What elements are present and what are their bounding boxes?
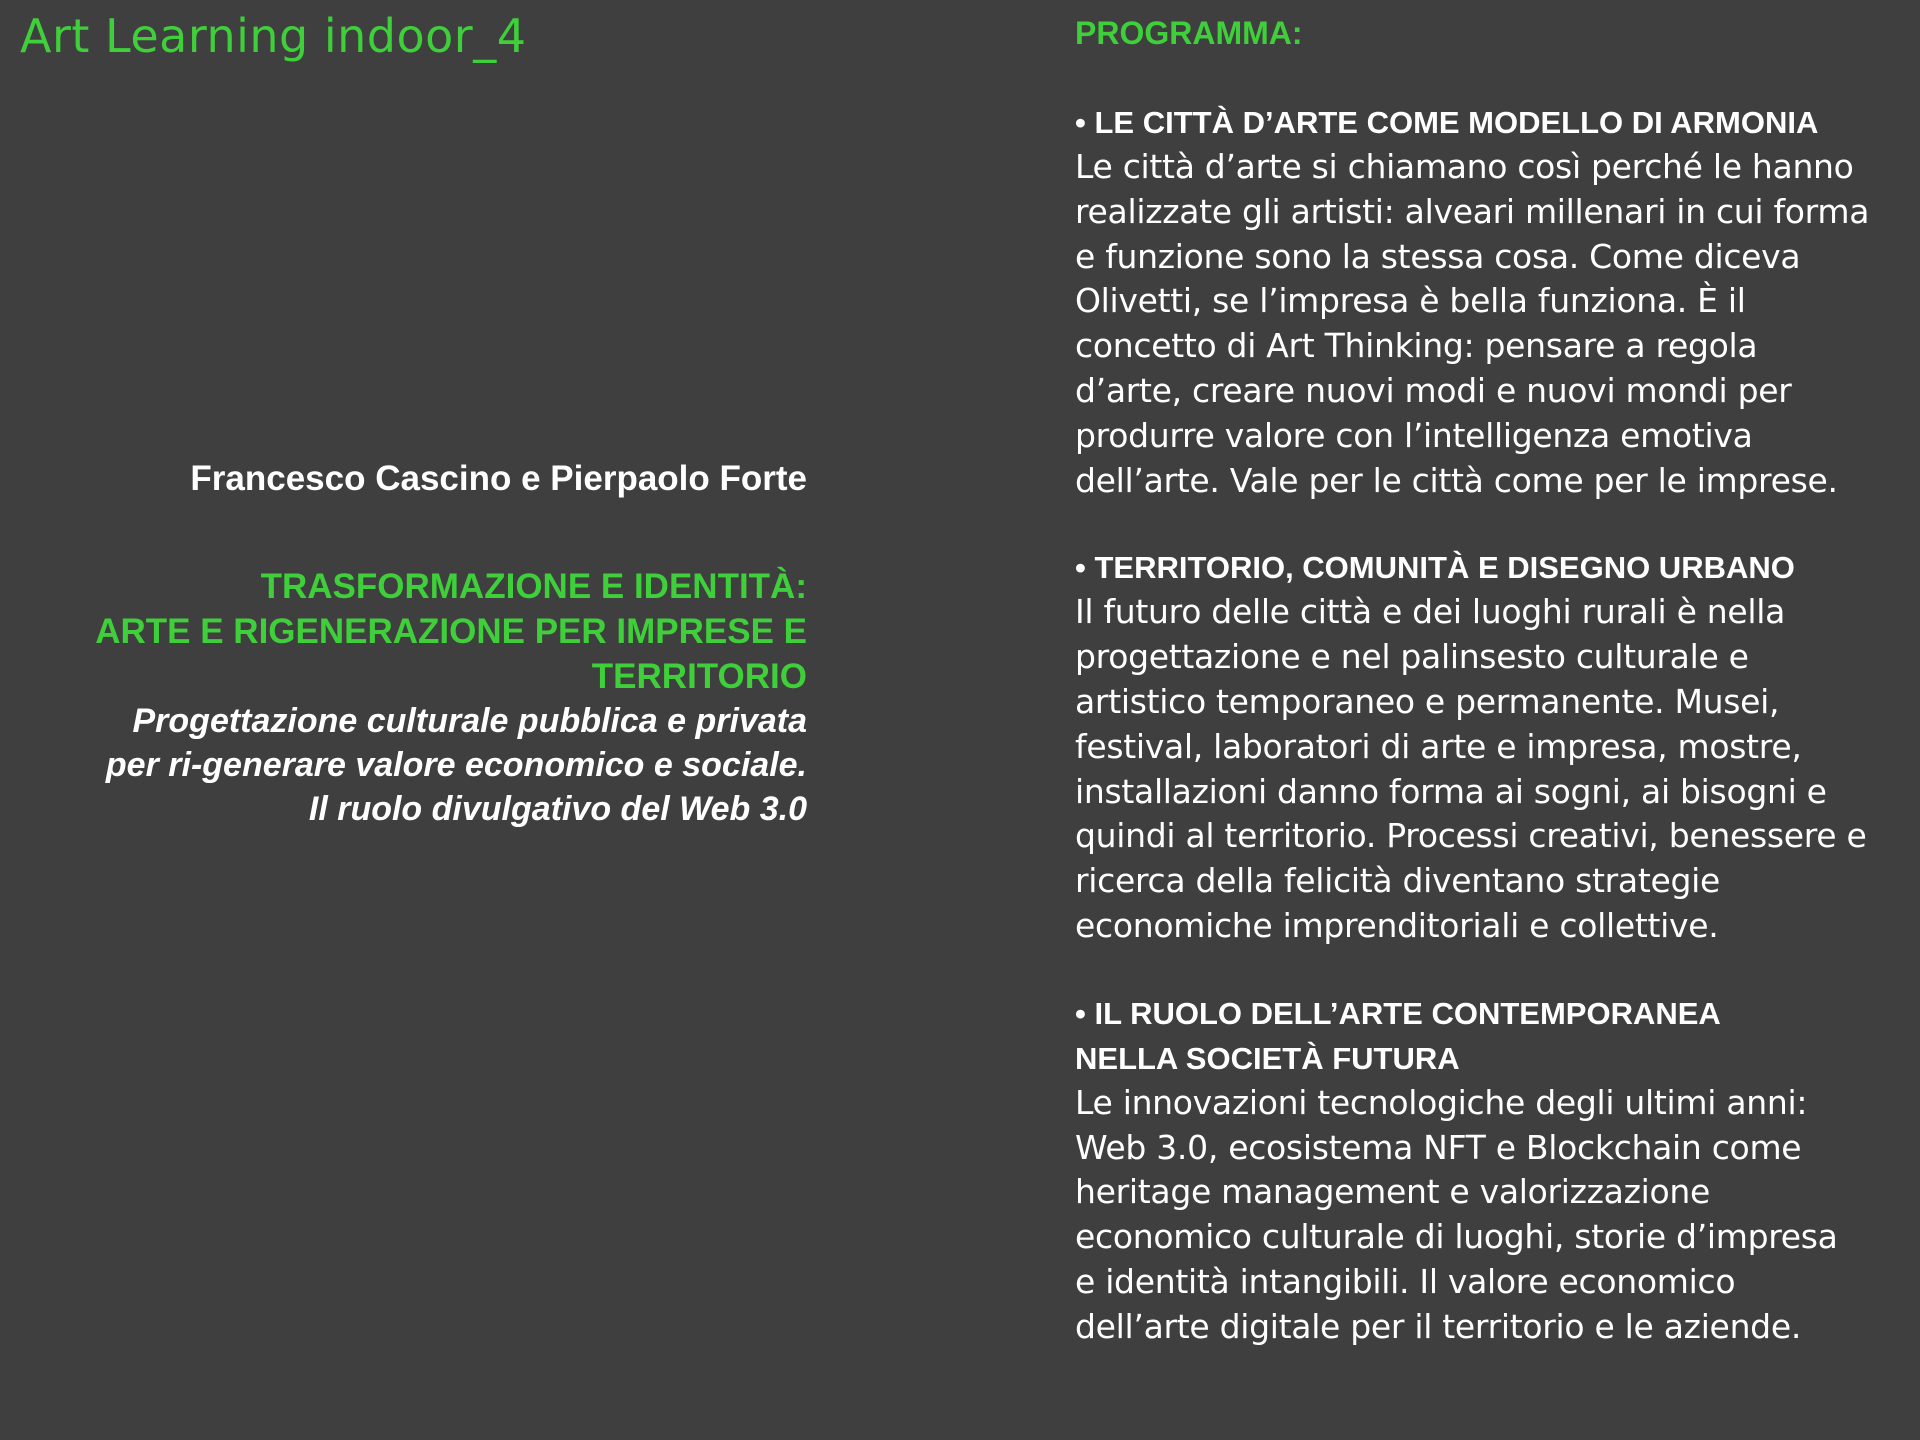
- body-line: Web 3.0, ecosistema NFT e Blockchain come: [1075, 1127, 1802, 1167]
- program-heading: PROGRAMMA:: [1075, 15, 1303, 51]
- program-section-art-cities: [1075, 100, 1905, 503]
- section-heading: [1075, 991, 1905, 1081]
- body-line: d’arte, creare nuovi modi e nuovi mondi per: [1075, 370, 1792, 410]
- body-line: artistico temporaneo e permanente. Musei,: [1075, 681, 1780, 721]
- section-heading-line: • IL RUOLO DELL’ARTE CONTEMPORANEA: [1075, 995, 1721, 1031]
- body-line: e identità intangibili. Il valore economico: [1075, 1261, 1736, 1301]
- body-line: quindi al territorio. Processi creativi, benessere e: [1075, 816, 1867, 856]
- section-body: [1075, 590, 1905, 948]
- section-heading-line: • LE CITTÀ D’ARTE COME MODELLO DI ARMONIA: [1075, 105, 1819, 140]
- body-line: festival, laboratori di arte e impresa, mostre,: [1075, 726, 1802, 766]
- body-line: dell’arte. Vale per le città come per le imprese.: [1075, 460, 1838, 500]
- section-body: [1075, 1081, 1905, 1350]
- section-heading: [1075, 100, 1905, 145]
- event-subtitle-line: per ri-generare valore economico e sociale.: [105, 746, 807, 784]
- event-info: [17, 450, 807, 831]
- body-line: economico culturale di luoghi, storie d’impresa: [1075, 1217, 1838, 1257]
- event-title-line: ARTE E RIGENERAZIONE PER IMPRESE E: [95, 612, 807, 651]
- body-line: installazioni danno forma ai sogni, ai bisogni e: [1075, 771, 1827, 811]
- event-title: [17, 564, 807, 699]
- program: [1075, 10, 1905, 1350]
- authors: Francesco Cascino e Pierpaolo Forte: [190, 459, 807, 498]
- page-title: Art Learning indoor_4: [20, 9, 527, 63]
- body-line: dell’arte digitale per il territorio e le aziende.: [1075, 1306, 1802, 1346]
- section-heading-line: NELLA SOCIETÀ FUTURA: [1075, 1040, 1460, 1076]
- body-line: Il futuro delle città e dei luoghi rurali è nella: [1075, 592, 1786, 632]
- body-line: economiche imprenditoriali e collettive.: [1075, 905, 1719, 945]
- event-subtitle-line: Progettazione culturale pubblica e privata: [132, 702, 807, 740]
- body-line: concetto di Art Thinking: pensare a regola: [1075, 326, 1758, 366]
- section-heading-line: • TERRITORIO, COMUNITÀ E DISEGNO URBANO: [1075, 550, 1795, 586]
- body-line: produrre valore con l’intelligenza emotiva: [1075, 415, 1753, 455]
- section-body: [1075, 145, 1905, 503]
- body-line: heritage management e valorizzazione: [1075, 1172, 1711, 1212]
- body-line: realizzate gli artisti: alveari millenari in cui forma: [1075, 191, 1870, 231]
- program-section-contemporary-art: [1075, 991, 1905, 1350]
- body-line: ricerca della felicità diventano strategie: [1075, 861, 1720, 901]
- program-section-territory: [1075, 545, 1905, 948]
- body-line: progettazione e nel palinsesto culturale e: [1075, 637, 1749, 677]
- section-heading: [1075, 545, 1905, 590]
- body-line: Le innovazioni tecnologiche degli ultimi anni:: [1075, 1082, 1808, 1122]
- body-line: Le città d’arte si chiamano così perché le hanno: [1075, 147, 1854, 186]
- body-line: Olivetti, se l’impresa è bella funziona. È il: [1075, 281, 1746, 321]
- body-line: e funzione sono la stessa cosa. Come diceva: [1075, 236, 1801, 276]
- event-subtitle-line: Il ruolo divulgativo del Web 3.0: [308, 790, 807, 828]
- event-title-line: TERRITORIO: [591, 657, 807, 696]
- event-title-line: TRASFORMAZIONE E IDENTITÀ:: [260, 567, 807, 606]
- event-subtitle: [17, 699, 807, 831]
